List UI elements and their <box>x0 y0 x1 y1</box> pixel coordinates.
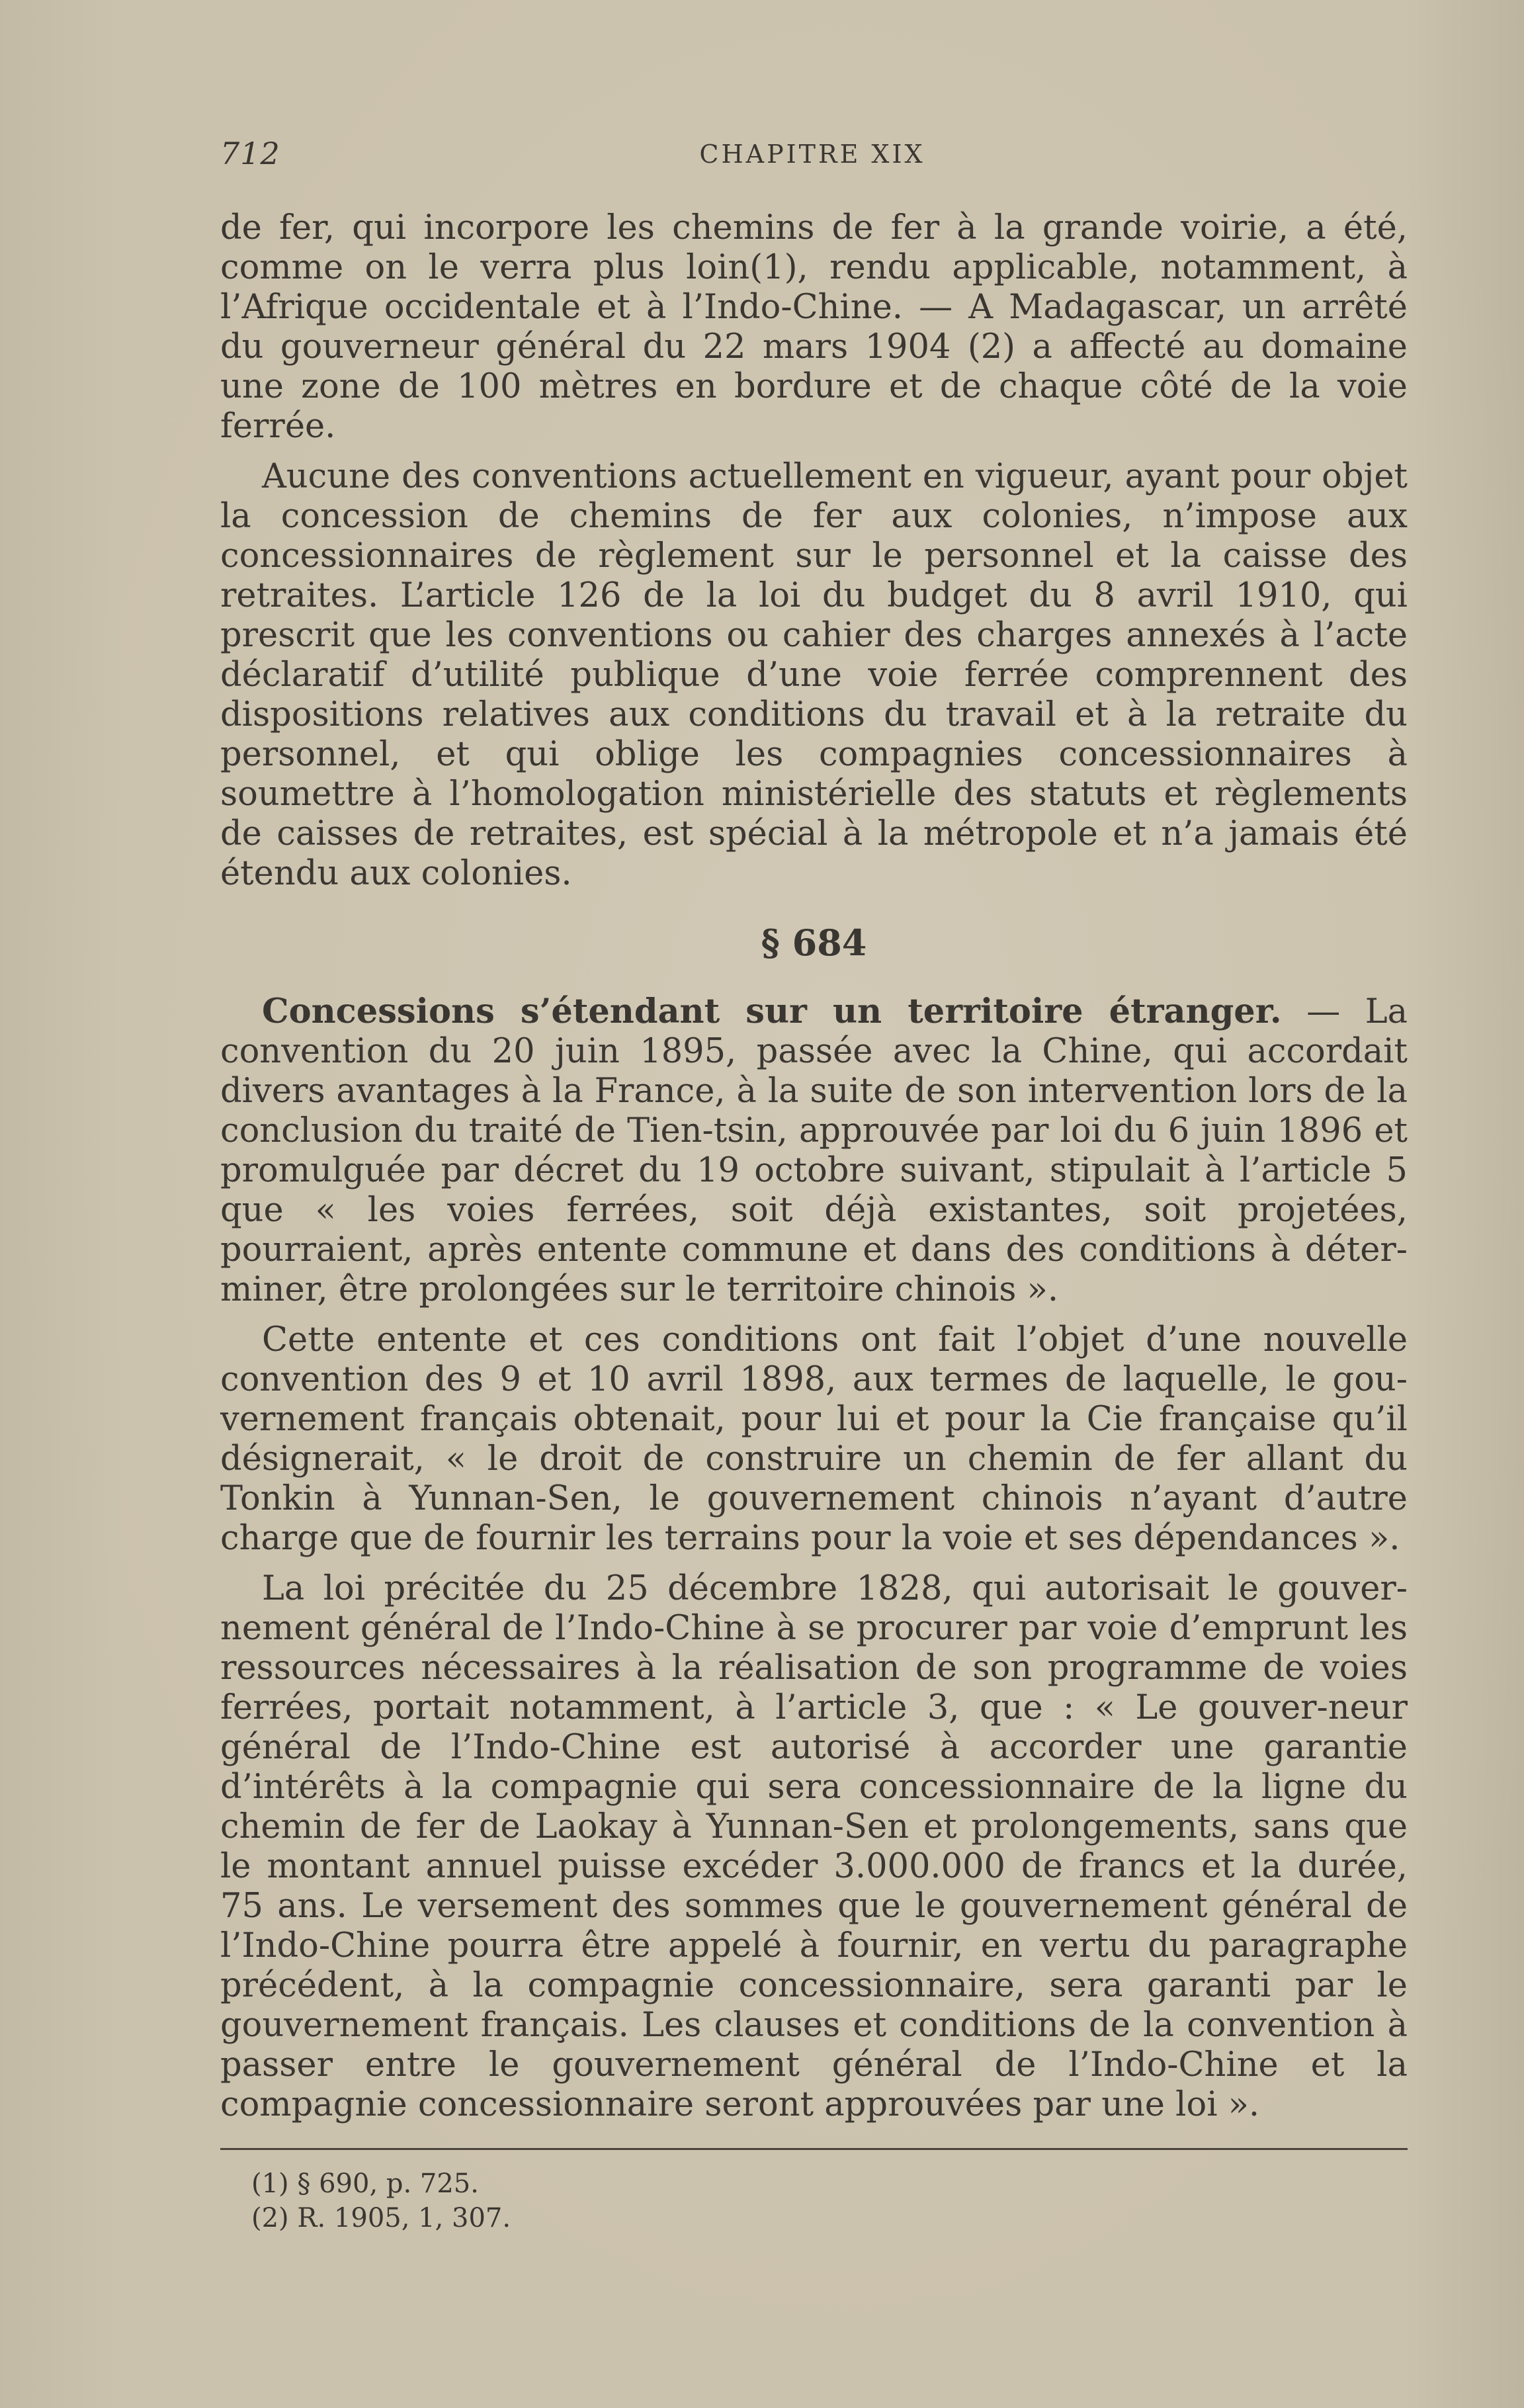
section-title: Concessions s’étendant sur un territoire étranger. <box>262 992 1282 1031</box>
paragraph-4: Cette entente et ces conditions ont fait l’objet d’une nouvelle convention des 9 et 10 avril 1898, aux termes de laquelle, le gou-vernement français obtenait, pour lui et pour la Cie française qu’il désignerait, « le droit de construire un chemin de fer allant du Tonkin à Yunnan-Sen, le gouvernement chinois n’ayant d’autre charge que de fournir les terrains pour la voie et ses dépendances ». <box>220 1320 1408 1558</box>
footnote-1: (1) § 690, p. 725. <box>251 2169 479 2199</box>
footnotes <box>251 2167 511 2235</box>
body-text <box>220 208 1408 2135</box>
paragraph-5: La loi précitée du 25 décembre 1828, qui autorisait le gouver-nement général de l’Indo-Chine à se procurer par voie d’emprunt les ressources nécessaires à la réalisation de son programme de voies ferrées, portait notamment, à l’article 3, que : « Le gouver-neur général de l’Indo-Chine est autorisé à accorder une garantie d’intérêts à la compagnie qui sera concessionnaire de la ligne du chemin de fer de Laokay à Yunnan-Sen et prolongements, sans que le montant annuel puisse excéder 3.000.000 de francs et la durée, 75 ans. Le versement des sommes que le gouvernement général de l’Indo-Chine pourra être appelé à fournir, en vertu du paragraphe précédent, à la compagnie concessionnaire, sera garanti par le gouvernement français. Les clauses et conditions de la convention à passer entre le gouvernement général de l’Indo-Chine et la compagnie concessionnaire seront approuvées par une loi ». <box>220 1569 1408 2124</box>
footnote-2: (2) R. 1905, 1, 307. <box>251 2203 511 2233</box>
footnote-divider <box>220 2148 1408 2150</box>
paragraph-2: Aucune des conventions actuellement en vigueur, ayant pour objet la concession de chemins de fer aux colonies, n’impose aux concessionnaires de règlement sur le personnel et la caisse des retraites. L’article 126 de la loi du budget du 8 avril 1910, qui prescrit que les conventions ou cahier des charges annexés à l’acte déclaratif d’utilité publique d’une voie ferrée comprennent des dispositions relatives aux conditions du travail et à la retraite du personnel, et qui oblige les compagnies concessionnaires à soumettre à l’homologation ministérielle des statuts et règlements de caisses de retraites, est spécial à la métropole et n’a jamais été étendu aux colonies. <box>220 457 1408 893</box>
page-number: 712 <box>220 136 280 171</box>
paragraph-1: de fer, qui incorpore les chemins de fer à la grande voirie, a été, comme on le verra plus loin(1), rendu applicable, notamment, à l’Afrique occidentale et à l’Indo-Chine. — A Madagascar, un arrêté du gouverneur général du 22 mars 1904 (2) a affecté au domaine une zone de 100 mètres en bordure et de chaque côté de la voie ferrée. <box>220 208 1408 446</box>
paragraph-3-body: — La convention du 20 juin 1895, passée avec la Chine, qui accordait divers avantages à la France, à la suite de son intervention lors de la conclusion du traité de Tien-tsin, approuvée par loi du 6 juin 1896 et promulguée par décret du 19 octobre suivant, stipulait à l’article 5 que « les voies ferrées, soit déjà existantes, soit projetées, pourraient, après entente commune et dans des conditions à déter-miner, être prolongées sur le territoire chinois ». <box>220 992 1408 1309</box>
page-header <box>220 136 1404 175</box>
section-heading: § 684 <box>761 922 867 964</box>
running-head: CHAPITRE XIX <box>699 140 925 169</box>
paragraph-3 <box>220 992 1408 1310</box>
